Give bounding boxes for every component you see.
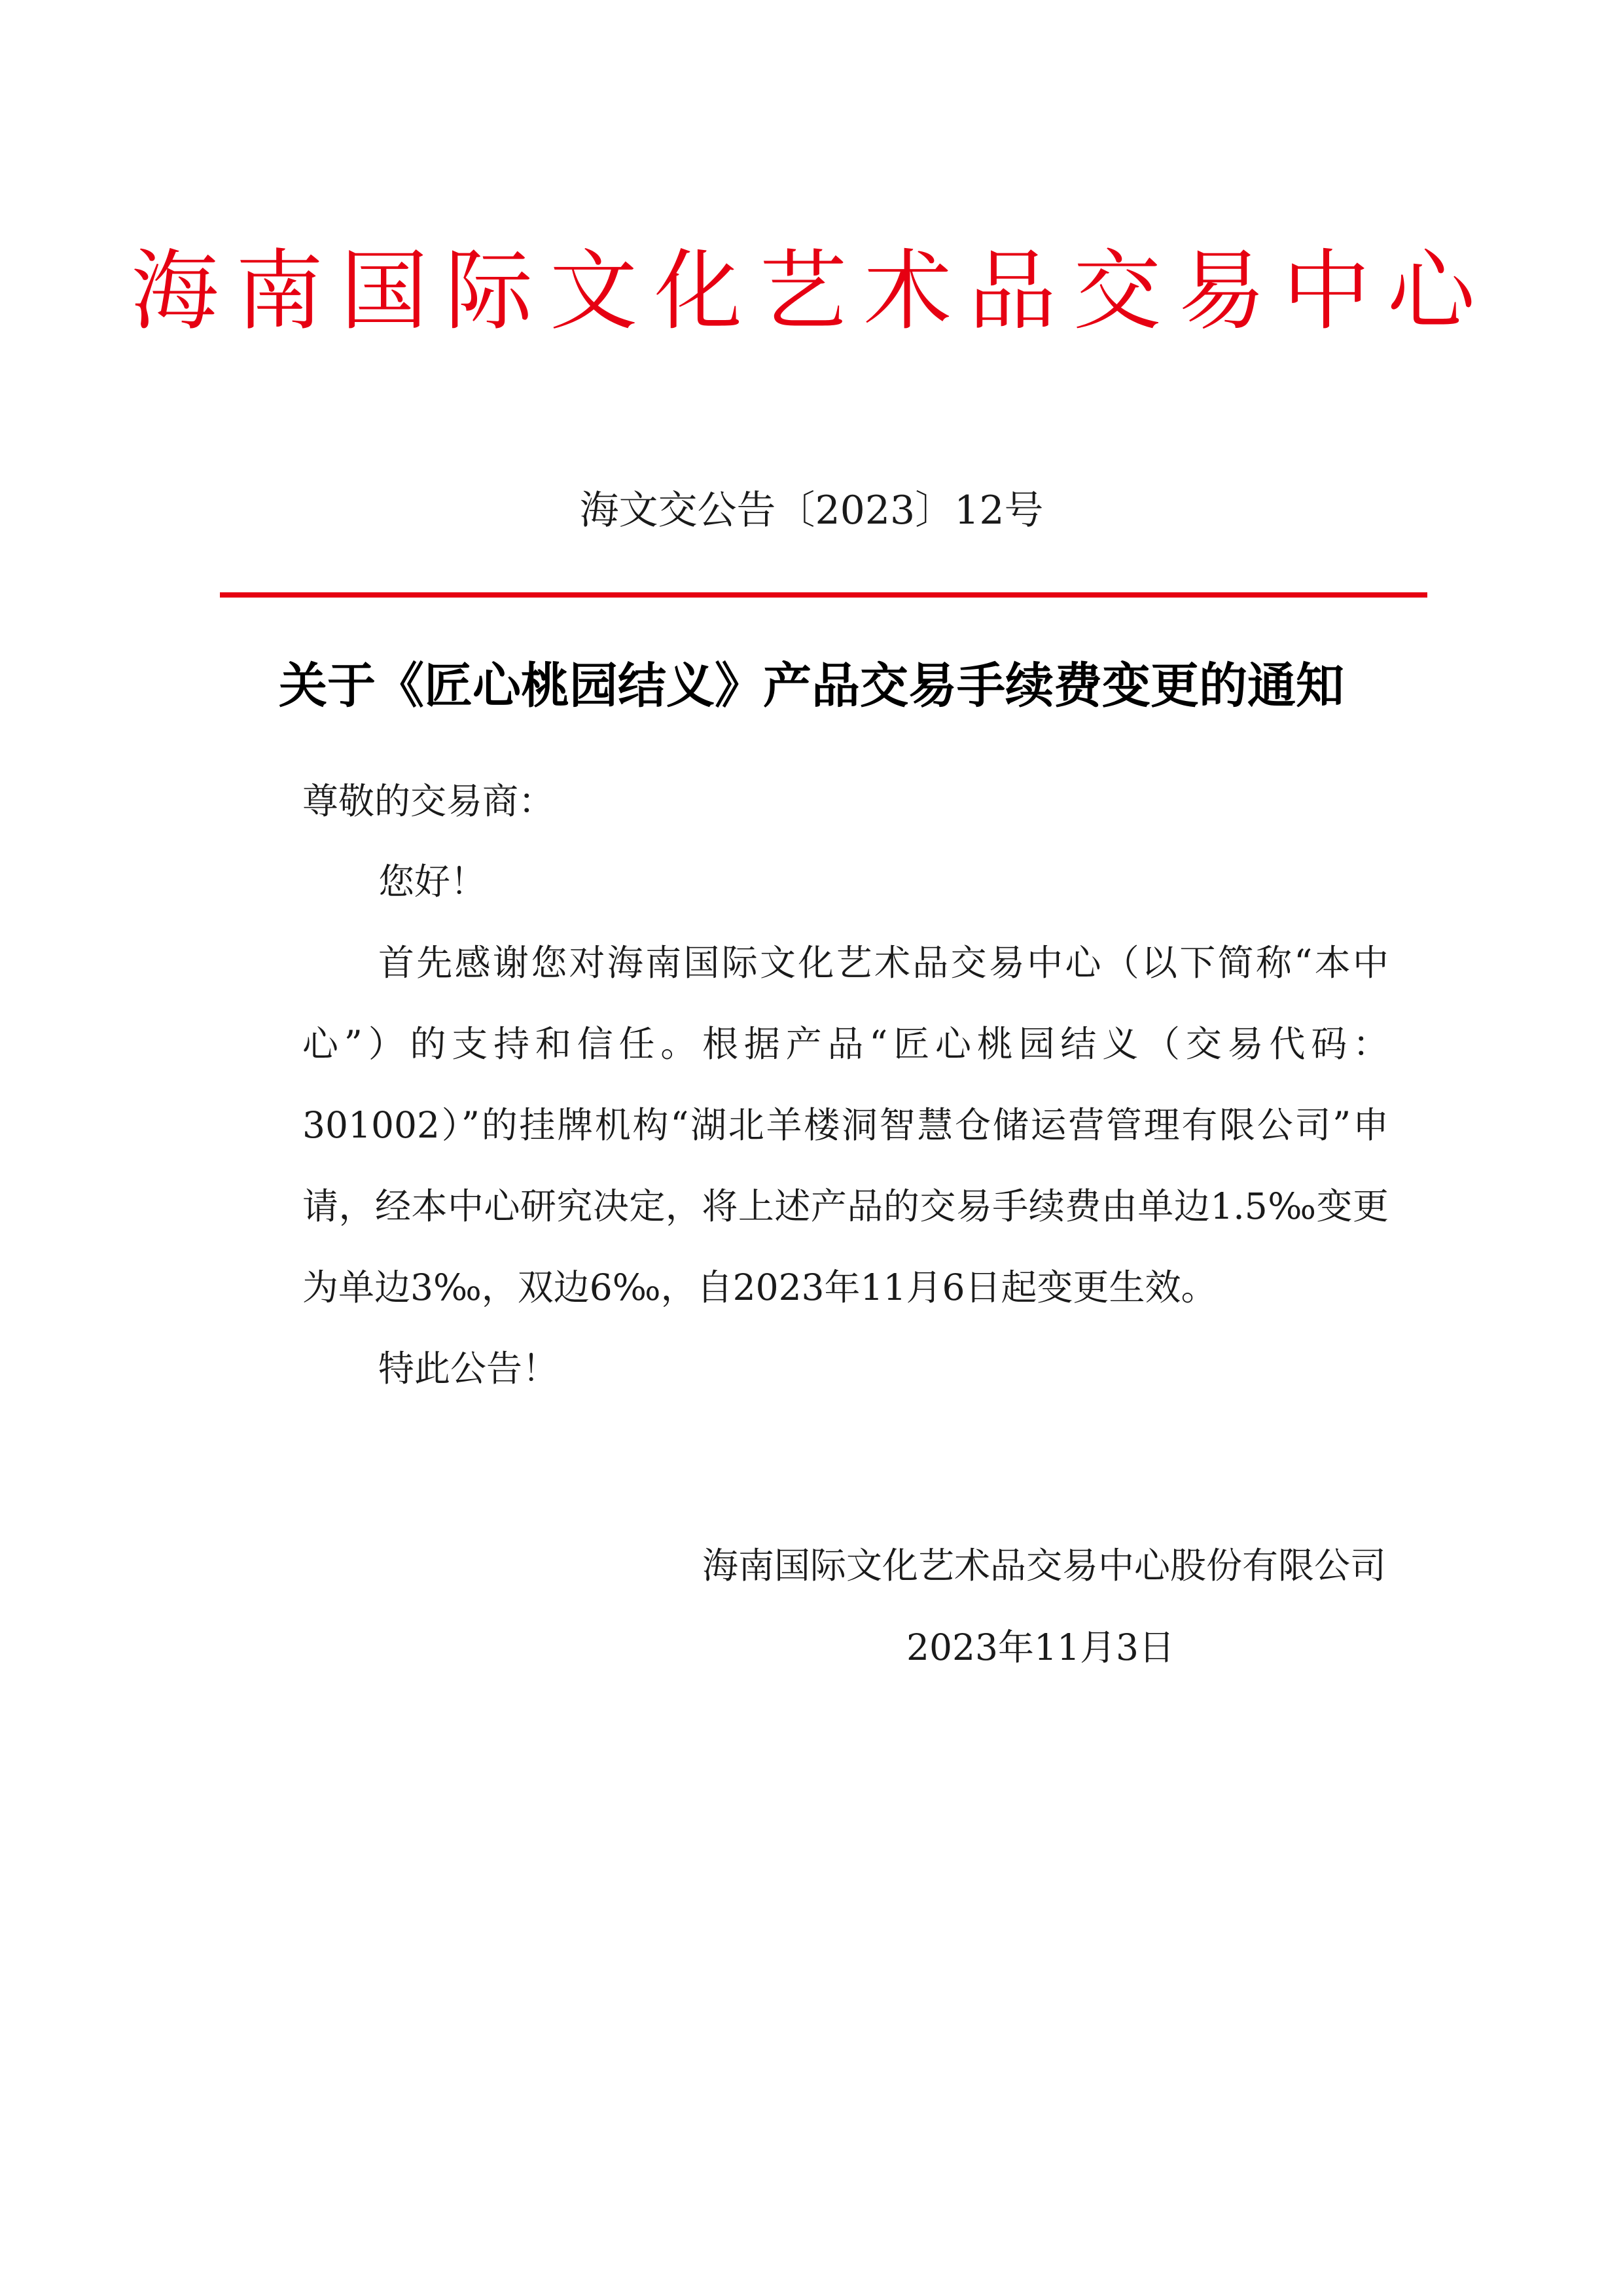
signature-date: 2023年11月3日 xyxy=(906,1626,1175,1668)
closing-statement: 特此公告！ xyxy=(378,1348,559,1390)
greeting: 您好！ xyxy=(378,861,487,903)
salutation: 尊敬的交易商： xyxy=(302,780,555,822)
organization-letterhead: 海南国际文化艺术品交易中心 xyxy=(130,240,1492,342)
letterhead-divider xyxy=(220,592,1427,598)
notice-body-paragraph: 首先感谢您对海南国际文化艺术品交易中心（以下简称“本中心”）的支持和信任。根据产品“匠心桃园结义（交易代码：301002）”的挂牌机构“湖北羊楼洞智慧仓储运营管理有限公司”申请，经本中心研究决定，将上述产品的交易手续费由单边1.5‰变更为单边3‰，双边6‰，自2023年11月6日起变更生效。 xyxy=(302,942,1389,1308)
document-number: 海文交公告〔2023〕12号 xyxy=(579,488,1044,533)
notice-title: 关于《匠心桃园结义》产品交易手续费变更的通知 xyxy=(279,658,1344,714)
signature-organization: 海南国际文化艺术品交易中心股份有限公司 xyxy=(702,1545,1386,1587)
